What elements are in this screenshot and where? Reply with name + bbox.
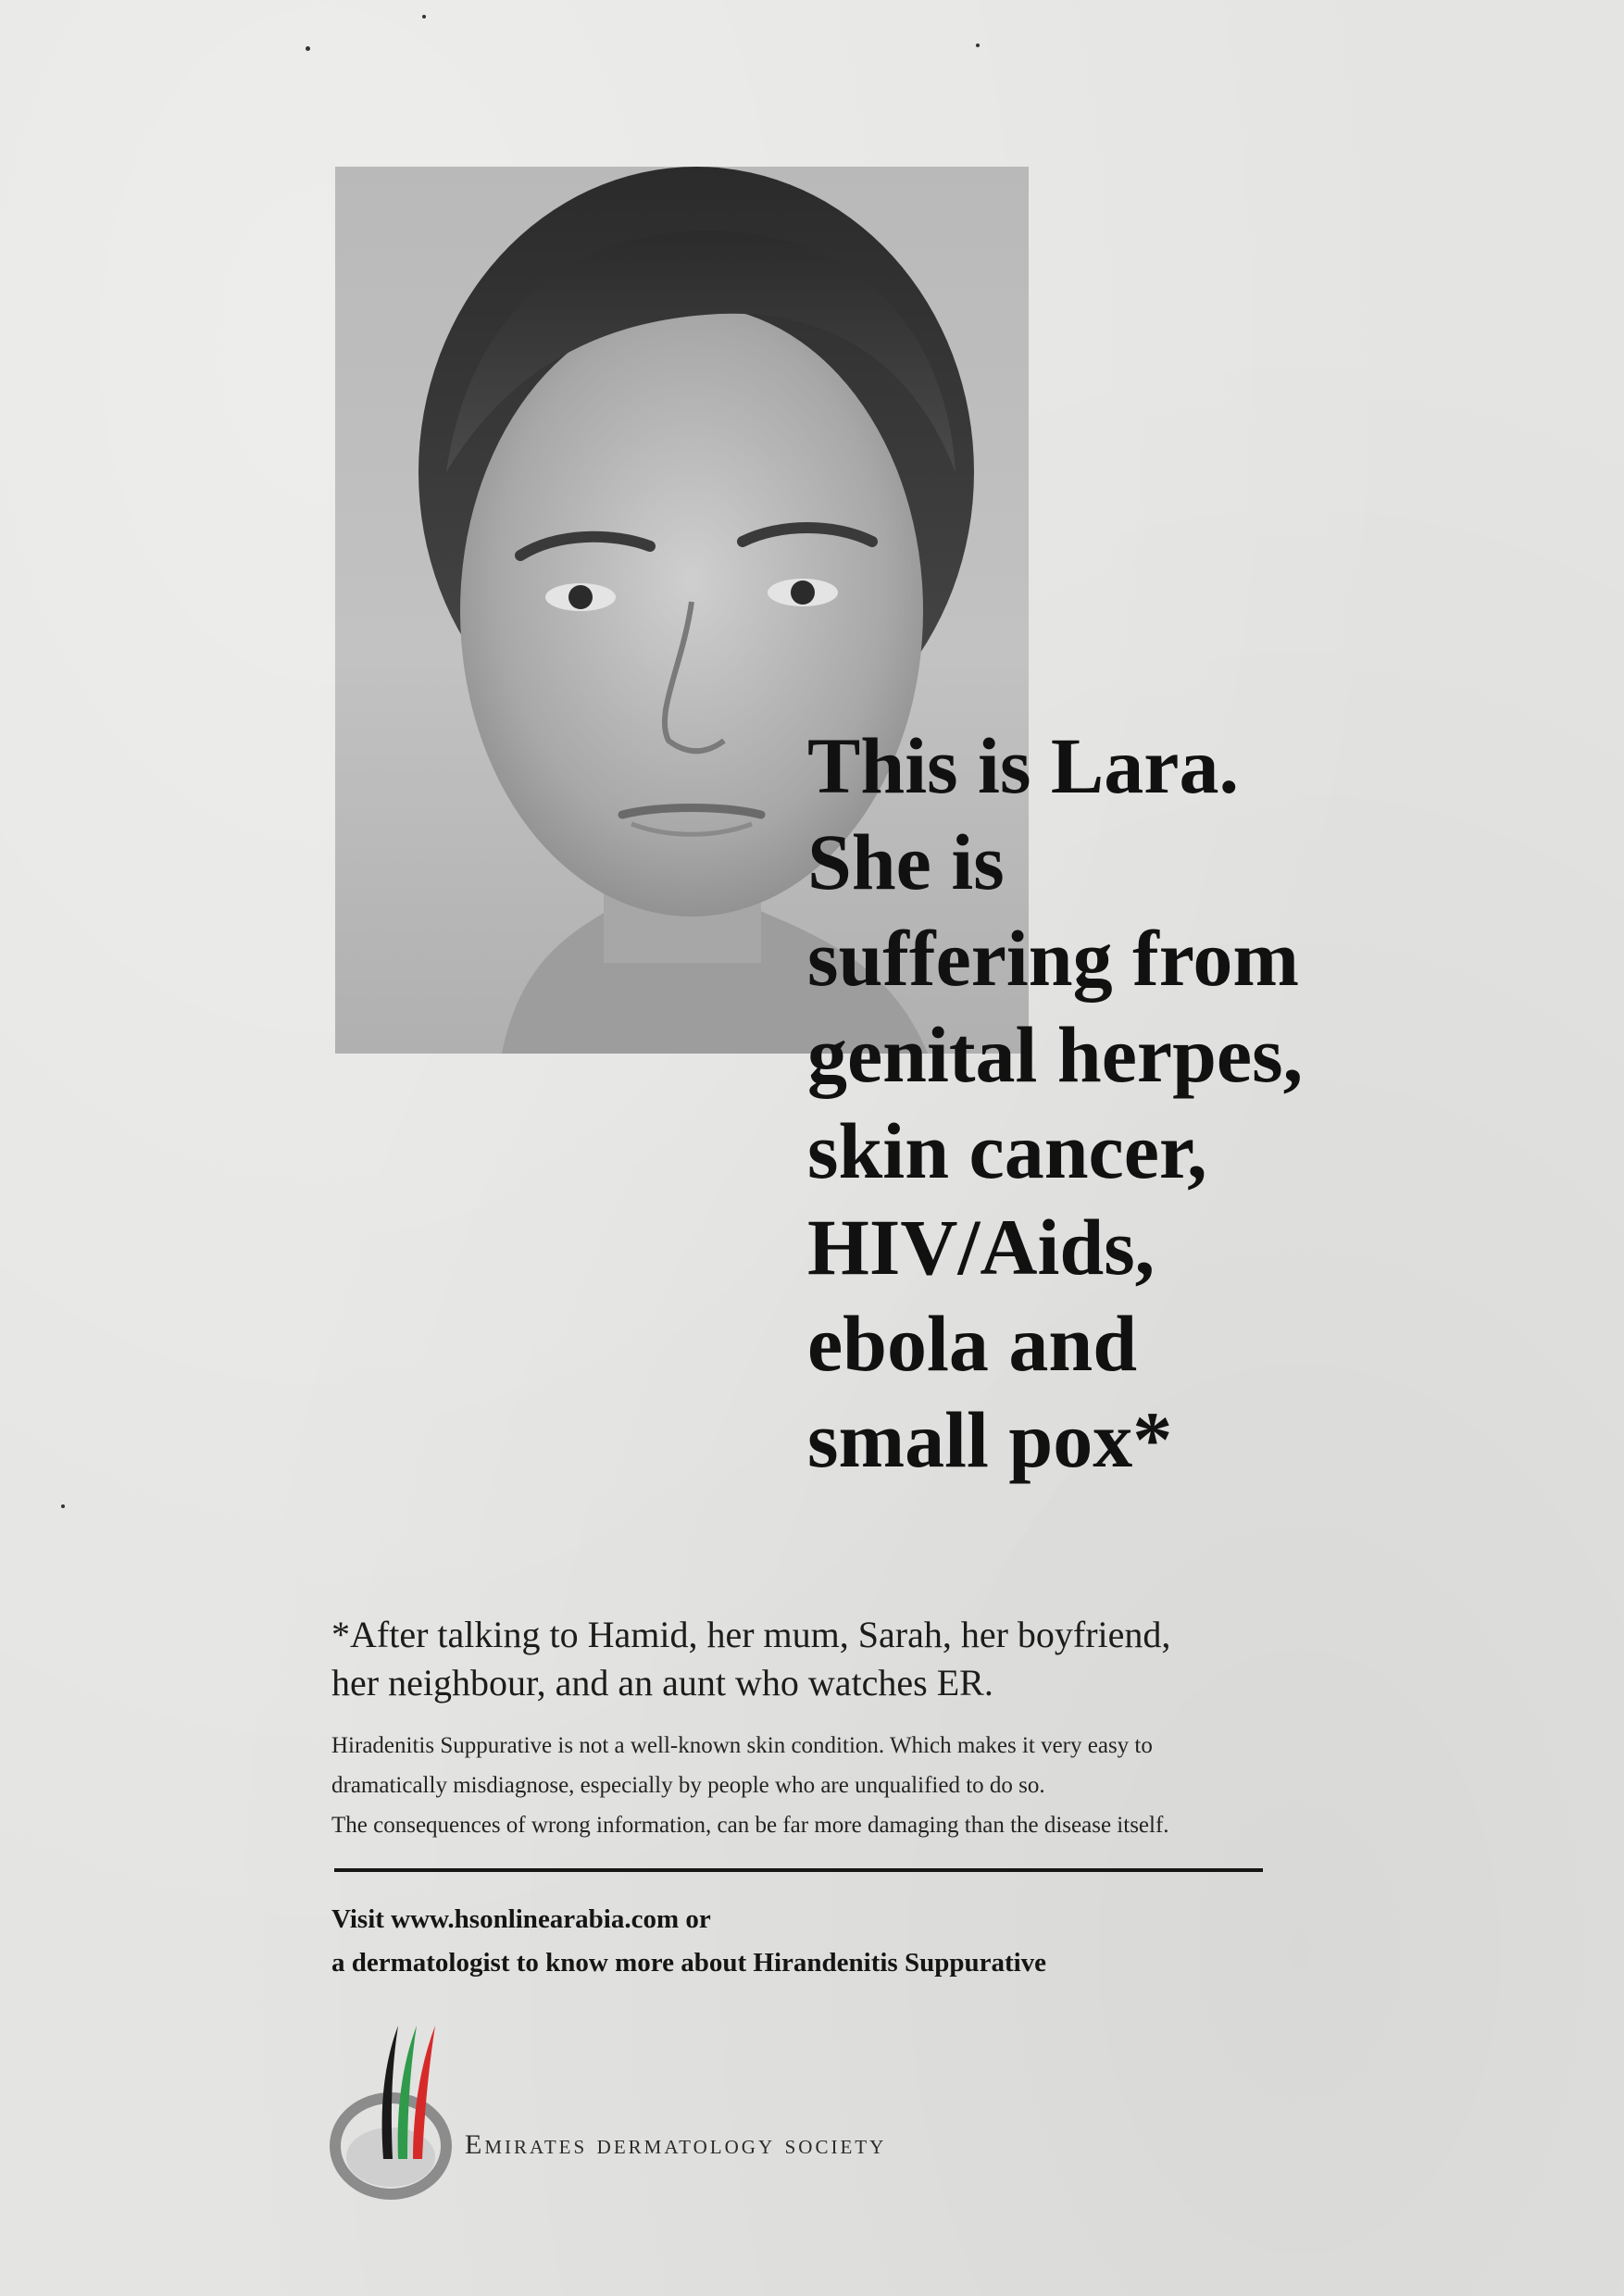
body-copy-line: Hiradenitis Suppurative is not a well-known skin condition. Which makes it very easy to — [331, 1733, 1153, 1758]
footnote-lead-line: her neighbour, and an aunt who watches ER. — [331, 1662, 993, 1703]
headline-line: genital herpes, — [807, 1010, 1304, 1099]
call-to-action — [331, 1898, 1350, 1985]
paper-speck — [422, 15, 426, 19]
headline-line: small pox* — [807, 1395, 1173, 1484]
headline-line: HIV/Aids, — [807, 1203, 1156, 1292]
divider-rule — [334, 1868, 1263, 1872]
headline — [807, 718, 1511, 1488]
headline-line: She is — [807, 817, 1005, 906]
headline-line: ebola and — [807, 1299, 1138, 1388]
paper-speck — [306, 46, 310, 51]
cta-line: a dermatologist to know more about Hirandenitis Suppurative — [331, 1948, 1047, 1978]
footnote-lead — [331, 1611, 1331, 1707]
cta-line: Visit www.hsonlinearabia.com or — [331, 1904, 711, 1934]
society-logo — [326, 2018, 928, 2203]
emirates-dermatology-society-logo-icon — [326, 2018, 456, 2203]
footnote-lead-line: *After talking to Hamid, her mum, Sarah, her boyfriend, — [331, 1614, 1171, 1655]
headline-line: This is Lara. — [807, 721, 1239, 810]
body-copy-line: dramatically misdiagnose, especially by people who are unqualified to do so. — [331, 1773, 1045, 1798]
body-copy — [331, 1726, 1350, 1845]
paper-speck — [61, 1504, 65, 1508]
body-copy-line: The consequences of wrong information, can be far more damaging than the disease itself. — [331, 1813, 1169, 1838]
headline-line: suffering from — [807, 914, 1300, 1003]
paper-speck — [976, 44, 980, 47]
headline-line: skin cancer, — [807, 1106, 1207, 1195]
society-name: Emirates dermatology society — [465, 2129, 887, 2160]
